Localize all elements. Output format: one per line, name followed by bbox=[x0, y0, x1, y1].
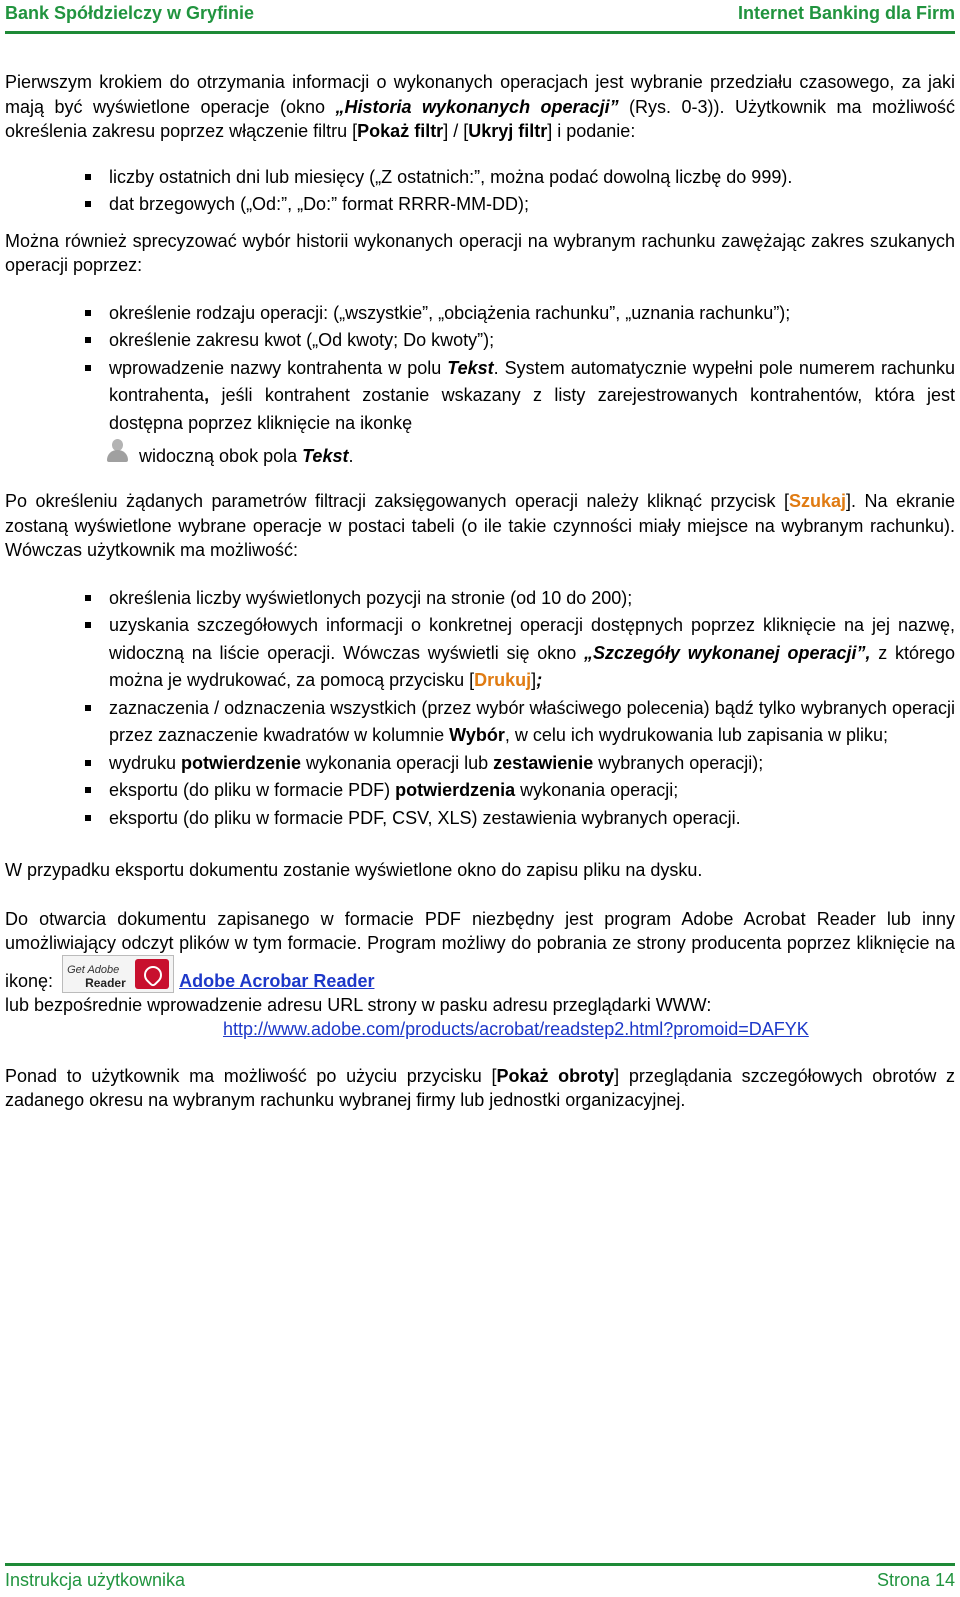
list-item: określenie rodzaju operacji: („wszystkie”, „obciążenia rachunku”, „uznania rachunku”); bbox=[109, 300, 955, 328]
list-text: , w celu ich wydrukowania lub zapisania w pliku; bbox=[504, 725, 889, 745]
search-paragraph bbox=[5, 489, 955, 563]
list-text: uzyskania szczegółowych informacji o konkretnej operacji dostępnych poprzez kliknięcie na jej nazwę, widoczną na liście operacji. Wówczas wyświetli się okno bbox=[109, 615, 955, 663]
list-item: eksportu (do pliku w formacie PDF, CSV, XLS) zestawienia wybranych operacji. bbox=[109, 805, 955, 833]
list-item bbox=[109, 695, 955, 750]
intro-text: Pierwszym krokiem do otrzymania informacji o wykonanych operacjach jest wybranie przedziału czasowego, za jaki mają być wyświetlone operacje (okno bbox=[5, 72, 955, 117]
list-item: dat brzegowych („Od:”, „Do:” format RRRR-MM-DD); bbox=[109, 191, 955, 219]
search-button-label: Szukaj bbox=[788, 491, 846, 511]
list-text: wybranych operacji); bbox=[593, 752, 764, 773]
list-text: zestawienie bbox=[493, 752, 594, 773]
document-body bbox=[5, 70, 955, 1113]
adobe-url-intro: lub bezpośrednie wprowadzenie adresu URL strony w pasku adresu przeglądarki WWW: bbox=[5, 994, 712, 1015]
adobe-paragraph bbox=[5, 907, 955, 993]
window-name-history: „Historia wykonanych operacji” bbox=[335, 96, 619, 117]
list-text: eksportu (do pliku w formacie PDF) bbox=[109, 780, 396, 800]
final-paragraph bbox=[5, 1064, 955, 1113]
text-field-name: Tekst bbox=[302, 446, 349, 466]
list-text: jeśli kontrahent zostanie wskazany z listy zarejestrowanych kontrahentów, która jest dostępna poprzez kliknięcie na ikonkę bbox=[109, 385, 955, 433]
intro-text: (Rys. 0-3)). Użytkownik ma możliwość określenia zakresu poprzez włączenie filtru [ bbox=[5, 96, 955, 141]
list-text: ; bbox=[536, 670, 543, 690]
adobe-reader-link[interactable]: Adobe Acrobar Reader bbox=[179, 970, 375, 991]
para-text: ]. Na ekranie zostaną wyświetlone wybrane operacje w postaci tabeli (o ile takie czynności miały miejsce na wybranym rachunku). Wówczas użytkownik ma możliwość: bbox=[5, 491, 955, 560]
list-text: . bbox=[348, 446, 354, 466]
adobe-reader-badge-icon[interactable] bbox=[62, 955, 174, 993]
list-text: wydruku bbox=[109, 752, 182, 773]
intro-text: ] i podanie: bbox=[547, 121, 636, 141]
para-text: Po określeniu żądanych parametrów filtracji zaksięgowanych operacji należy kliknąć przycisk [ bbox=[5, 491, 789, 511]
list-text: wprowadzenie nazwy kontrahenta w polu bbox=[109, 357, 448, 378]
adobe-url-link[interactable]: http://www.adobe.com/products/acrobat/readstep2.html?promoid=DAFYK bbox=[223, 1019, 809, 1039]
bank-name: Bank Spółdzielczy w Gryfinie bbox=[5, 3, 255, 23]
list-text: z którego można je wydrukować, za pomocą przycisku [ bbox=[109, 642, 956, 690]
list-text: potwierdzenie bbox=[181, 752, 302, 773]
list-text: wykonania operacji; bbox=[515, 780, 679, 800]
text-field-name: Tekst bbox=[447, 357, 494, 378]
product-name: Internet Banking dla Firm bbox=[737, 3, 955, 23]
badge-text: Reader bbox=[85, 975, 126, 990]
result-list bbox=[109, 585, 955, 833]
list-text: zaznaczenia / odznaczenia wszystkich (przez wybór właściwego polecenia) bądź tylko wybranych operacji przez zaznaczenie kwadratów w kolumnie bbox=[109, 697, 955, 745]
narrow-paragraph: Można również sprecyzować wybór historii wykonanych operacji na wybranym rachunku zawężając zakres szukanych operacji poprzez: bbox=[5, 230, 955, 275]
user-icon bbox=[105, 439, 129, 465]
para-text: Ponad to użytkownik ma możliwość po użyciu przycisku [ bbox=[5, 1065, 497, 1086]
list-item bbox=[109, 612, 955, 695]
list-text: wykonania operacji lub bbox=[301, 752, 494, 773]
list-text: ] bbox=[531, 670, 537, 690]
document-name: Instrukcja użytkownika bbox=[5, 1570, 186, 1590]
column-name-wybor: Wybór bbox=[449, 725, 505, 745]
list-item bbox=[109, 355, 955, 476]
hide-filter-label: Ukryj filtr bbox=[468, 121, 548, 141]
page-header bbox=[5, 0, 955, 34]
badge-text: Get Adobe bbox=[67, 963, 120, 976]
print-button-label: Drukuj bbox=[474, 670, 532, 690]
list-item: liczby ostatnich dni lub miesięcy („Z ostatnich:”, można podać dowolną liczbę do 999). bbox=[109, 164, 955, 192]
list-text: . System automatycznie wypełni pole numerem rachunku kontrahenta bbox=[109, 357, 955, 405]
intro-paragraph bbox=[5, 70, 955, 144]
list-text: , bbox=[204, 385, 210, 405]
list-item: określenia liczby wyświetlonych pozycji na stronie (od 10 do 200); bbox=[109, 585, 955, 613]
range-list bbox=[109, 164, 955, 219]
list-item bbox=[109, 750, 955, 778]
intro-text: ] / [ bbox=[443, 121, 469, 141]
list-item: określenie zakresu kwot („Od kwoty; Do kwoty”); bbox=[109, 327, 955, 355]
list-item bbox=[109, 777, 955, 805]
show-filter-label: Pokaż filtr bbox=[357, 121, 444, 141]
para-text: Do otwarcia dokumentu zapisanego w formacie PDF niezbędny jest program Adobe Acrobat Reader lub inny umożliwiający odczyt plików w tym formacie. Program możliwy do pobrania ze strony producenta poprzez kliknięcie na ikonę: bbox=[5, 908, 955, 991]
list-text: widoczną obok pola bbox=[139, 446, 303, 466]
list-text: potwierdzenia bbox=[395, 780, 516, 800]
page-number: Strona 14 bbox=[876, 1570, 955, 1590]
export-paragraph: W przypadku eksportu dokumentu zostanie wyświetlone okno do zapisu pliku na dysku. bbox=[5, 860, 703, 880]
window-name-details: „Szczegóły wykonanej operacji”, bbox=[583, 642, 871, 663]
show-turnover-label: Pokaż obroty bbox=[496, 1065, 615, 1086]
adobe-url-line bbox=[5, 1017, 955, 1042]
narrow-list bbox=[109, 300, 955, 476]
page-footer bbox=[5, 1563, 955, 1597]
para-text: ] przeglądania szczegółowych obrotów z zadanego okresu na wybranym rachunku wybranej firmy lub jednostki organizacyjnej. bbox=[5, 1065, 955, 1110]
